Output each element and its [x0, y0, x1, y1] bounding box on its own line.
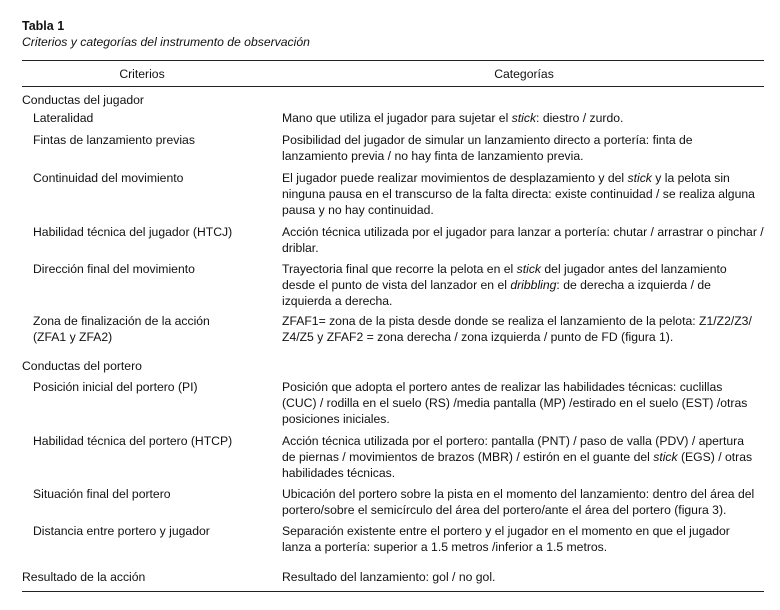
cell-text-line: izquierda a derecha.	[282, 294, 393, 308]
cell-text-line: (CUC) / rodilla en el suelo (RS) /media pantalla (MP) /estirado en el suelo (EST) /otras	[282, 396, 748, 410]
cell-text-line: posiciones iniciales.	[282, 412, 390, 426]
categoria-cell	[282, 379, 760, 427]
cell-text-line: Separación existente entre el portero y el jugador en el momento en que el jugador	[282, 524, 730, 538]
cell-text-line: Posibilidad del jugador de simular un lanzamiento directo a portería: finta de	[282, 133, 693, 147]
categoria-cell	[282, 569, 760, 585]
criterio-cell	[33, 224, 269, 240]
cell-text-line: (ZFA1 y ZFA2)	[33, 330, 113, 344]
cell-text-line: Dirección final del movimiento	[33, 262, 195, 276]
cell-text-line: Posición que adopta el portero antes de realizar las habilidades técnicas: cuclillas	[282, 380, 723, 394]
cell-text-line: Acción técnica utilizada por el jugador para lanzar a portería: chutar / arrastrar o pinchar /	[282, 225, 764, 239]
criterio-cell	[33, 261, 269, 277]
criterio-cell	[33, 110, 269, 126]
categoria-cell	[282, 433, 760, 481]
categoria-cell	[282, 110, 760, 126]
cell-text-line: Situación final del portero	[33, 487, 171, 501]
cell-text-line: Zona de finalización de la acción	[33, 314, 210, 328]
cell-text-line: lanza a portería: superior a 1.5 metros /inferior a 1.5 metros.	[282, 540, 608, 554]
cell-text-line: Distancia entre portero y jugador	[33, 524, 210, 538]
table-header-rule	[22, 86, 764, 87]
cell-text-line: de piernas / movimientos de brazos (MBR) / estirón en el guante del stick (EGS) / otras	[282, 450, 753, 464]
cell-text-line: portero/sobre el semicírculo del área del portero/ante el área del portero (figura 3).	[282, 503, 727, 517]
section-heading-jugador: Conductas del jugador	[22, 93, 144, 107]
column-header-criterios: Criterios	[119, 67, 165, 81]
cell-text-line: Resultado de la acción	[22, 570, 146, 584]
cell-text-line: desde el punto de vista del lanzador en el dribbling: de derecha a izquierda / de	[282, 278, 711, 292]
table-top-rule	[22, 60, 764, 61]
criterio-cell	[22, 569, 258, 585]
categoria-cell	[282, 170, 760, 218]
column-header-categorias: Categorías	[494, 67, 554, 81]
cell-text-line: El jugador puede realizar movimientos de desplazamiento y del stick y la pelota sin	[282, 171, 730, 185]
table-bottom-rule	[22, 591, 764, 592]
cell-text-line: habilidades técnicas.	[282, 466, 396, 480]
cell-text-line: lanzamiento previa / no hay finta de lanzamiento previa.	[282, 149, 584, 163]
cell-text-line: pausa y no hay continuidad.	[282, 203, 434, 217]
cell-text-line: Continuidad del movimiento	[33, 171, 184, 185]
categoria-cell	[282, 261, 760, 309]
cell-text-line: Habilidad técnica del portero (HTCP)	[33, 434, 233, 448]
categoria-cell	[282, 486, 760, 518]
cell-text-line: Trayectoria final que recorre la pelota en el stick del jugador antes del lanzamiento	[282, 262, 727, 276]
cell-text-line: Posición inicial del portero (PI)	[33, 380, 198, 394]
cell-text-line: ninguna pausa en el transcurso de la falta directa: existe continuidad / se realiza alguna	[282, 187, 755, 201]
cell-text-line: Z4/Z5 y ZFAF2 = zona derecha / zona izquierda / punto de FD (figura 1).	[282, 330, 674, 344]
criterio-cell	[33, 132, 269, 148]
criterio-cell	[33, 486, 269, 502]
cell-text-line: driblar.	[282, 241, 319, 255]
categoria-cell	[282, 523, 760, 555]
section-heading-portero: Conductas del portero	[22, 359, 142, 373]
categoria-cell	[282, 224, 764, 256]
cell-text-line: Fintas de lanzamiento previas	[33, 133, 195, 147]
table-caption: Criterios y categorías del instrumento de observación	[22, 35, 310, 49]
criterio-cell	[33, 523, 269, 539]
cell-text-line: Acción técnica utilizada por el portero: pantalla (PNT) / paso de valla (PDV) / apertura	[282, 434, 744, 448]
criterio-cell	[33, 433, 269, 449]
table-container	[22, 18, 764, 584]
cell-text-line: Ubicación del portero sobre la pista en el momento del lanzamiento: dentro del área del	[282, 487, 755, 501]
criterio-cell	[33, 313, 269, 345]
cell-text-line: Resultado del lanzamiento: gol / no gol.	[282, 570, 496, 584]
criterio-cell	[33, 379, 269, 395]
criterio-cell	[33, 170, 269, 186]
categoria-cell	[282, 313, 760, 345]
table-label: Tabla 1	[22, 19, 65, 33]
cell-text-line: ZFAF1= zona de la pista desde donde se realiza el lanzamiento de la pelota: Z1/Z2/Z3/	[282, 314, 752, 328]
cell-text-line: Mano que utiliza el jugador para sujetar el stick: diestro / zurdo.	[282, 111, 624, 125]
cell-text-line: Lateralidad	[33, 111, 94, 125]
categoria-cell	[282, 132, 760, 164]
cell-text-line: Habilidad técnica del jugador (HTCJ)	[33, 225, 233, 239]
